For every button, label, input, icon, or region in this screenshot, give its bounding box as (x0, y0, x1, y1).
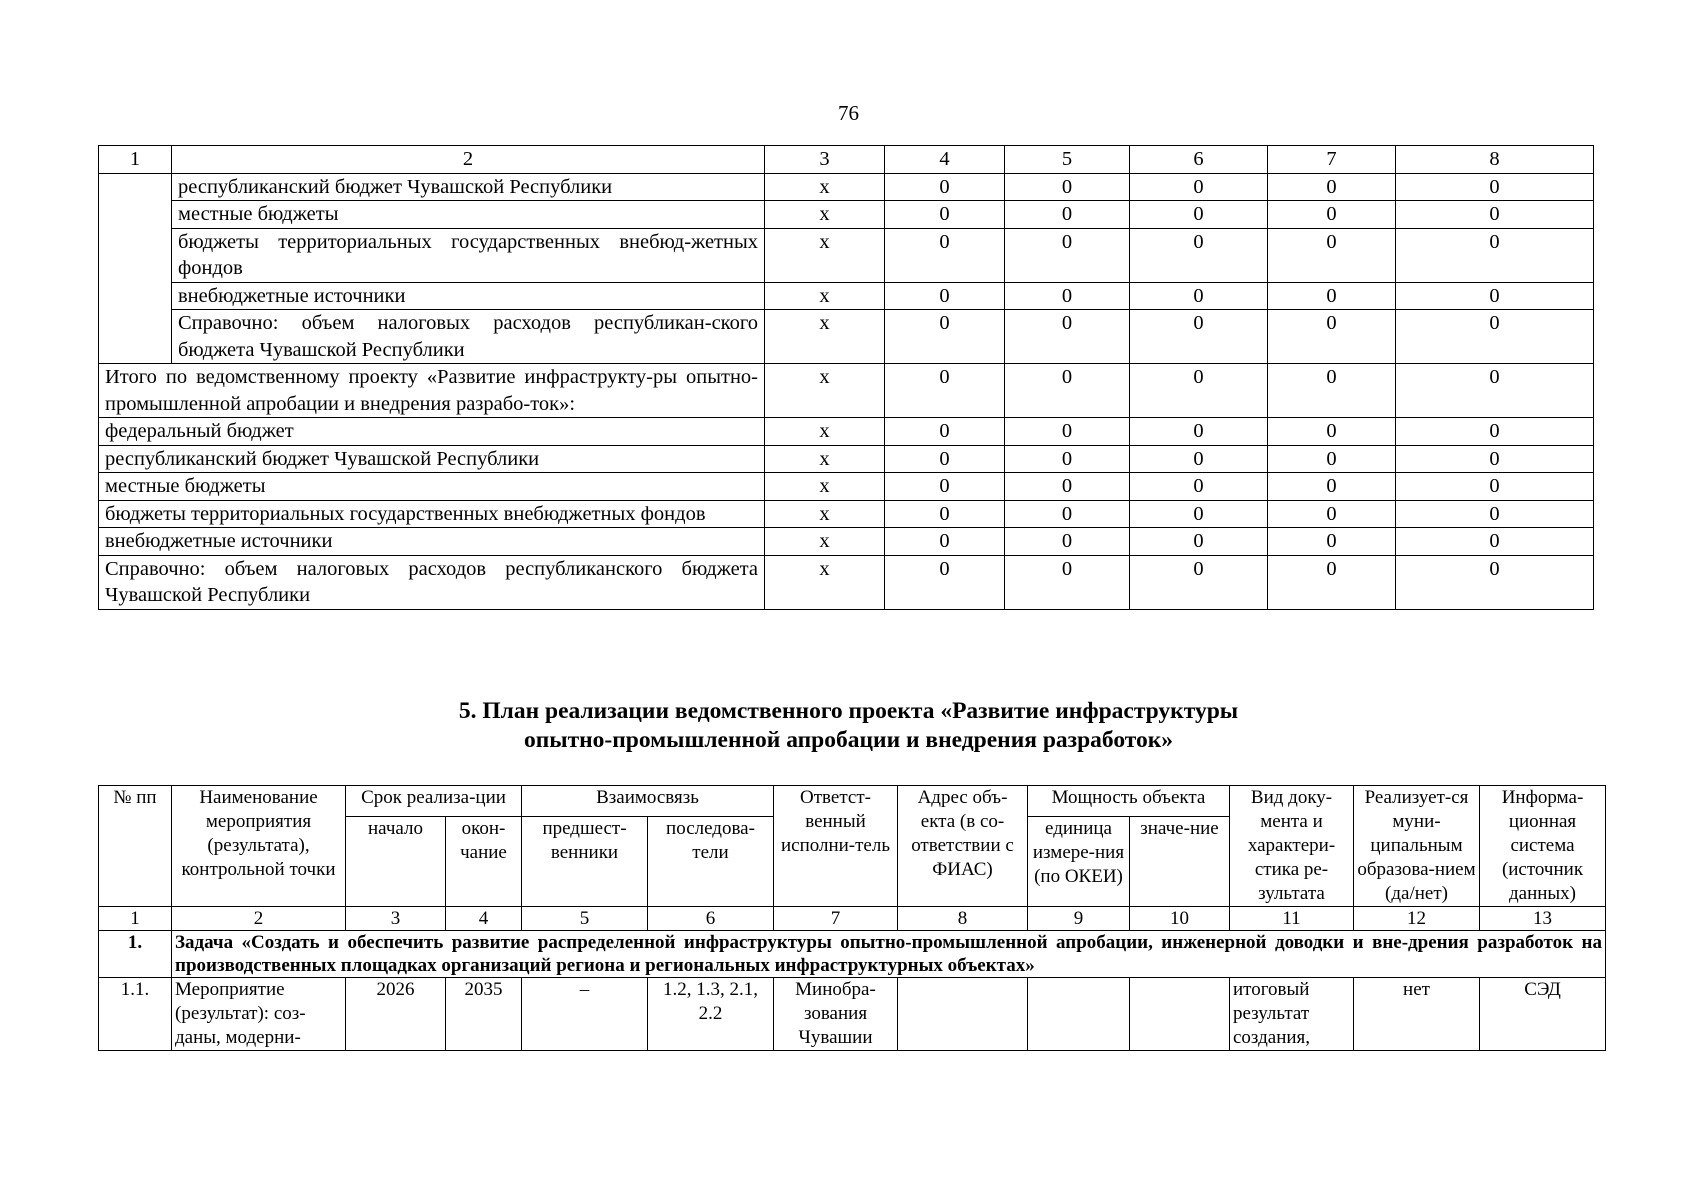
section-title (0, 697, 1697, 755)
cell-value: 0 (1130, 201, 1268, 229)
cell-value: 0 (1005, 500, 1130, 528)
cell-value: 0 (1130, 364, 1268, 418)
cell-value: 0 (1005, 228, 1130, 282)
header-name: Наименование мероприятия (результата), контрольной точки (172, 786, 346, 907)
cell-value: 0 (1005, 445, 1130, 473)
cell-value: x (765, 500, 885, 528)
cell-value: 0 (885, 173, 1005, 201)
row-next: 1.2, 1.3, 2.1, 2.2 (648, 978, 774, 1051)
page-number: 76 (838, 101, 859, 125)
cell-value: 0 (885, 310, 1005, 364)
implementation-plan-table (98, 785, 1606, 1051)
cell-value: 0 (1268, 418, 1396, 446)
row-end: 2035 (446, 978, 522, 1051)
cell-value: 0 (1268, 555, 1396, 609)
cell-value: 0 (1005, 473, 1130, 501)
table-row (99, 500, 1594, 528)
cell-value: 0 (1268, 228, 1396, 282)
row-municipal: нет (1354, 978, 1480, 1051)
cell-value: 0 (1268, 500, 1396, 528)
implementation-plan-body (99, 786, 1606, 1051)
col-index: 3 (346, 907, 446, 931)
col-index: 7 (1268, 146, 1396, 174)
row-address (898, 978, 1028, 1051)
cell-value: 0 (1268, 364, 1396, 418)
funding-table (98, 145, 1594, 610)
cell-value: 0 (1396, 473, 1594, 501)
table-row (99, 228, 1594, 282)
row-label: внебюджетные источники (172, 282, 765, 310)
cell-value: 0 (1396, 364, 1594, 418)
header-link: Взаимосвязь (522, 786, 774, 817)
cell-value: 0 (1005, 555, 1130, 609)
cell-value: x (765, 473, 885, 501)
col-index: 11 (1230, 907, 1354, 931)
cell-value: 0 (1268, 473, 1396, 501)
table-row (99, 173, 1594, 201)
section-title-line: 5. План реализации ведомственного проекта «Развитие инфраструктуры (458, 698, 1239, 724)
row-label: Справочно: объем налоговых расходов республиканского бюджета Чувашской Республики (99, 555, 765, 609)
row-label: бюджеты территориальных государственных внебюд-жетных фондов (172, 228, 765, 282)
row-label: внебюджетные источники (99, 528, 765, 556)
header-document: Вид доку-мента и характери-стика ре-зультата (1230, 786, 1354, 907)
cell-value: 0 (885, 528, 1005, 556)
row-unit (1028, 978, 1130, 1051)
cell-value: 0 (1396, 310, 1594, 364)
table-row (99, 364, 1594, 418)
header-link-prev: предшест-венники (522, 816, 648, 906)
table-row (99, 528, 1594, 556)
col-index: 2 (172, 146, 765, 174)
cell-value: 0 (1130, 282, 1268, 310)
cell-value: 0 (1005, 528, 1130, 556)
cell-value: 0 (1130, 528, 1268, 556)
col-index: 6 (1130, 146, 1268, 174)
row-label: федеральный бюджет (99, 418, 765, 446)
col-index: 10 (1130, 907, 1230, 931)
cell-value: 0 (1268, 445, 1396, 473)
row-label: Справочно: объем налоговых расходов республикан-ского бюджета Чувашской Республики (172, 310, 765, 364)
cell-value: x (765, 364, 885, 418)
table-row (99, 978, 1606, 1051)
row-label: республиканский бюджет Чувашской Республики (172, 173, 765, 201)
header-term: Срок реализа-ции (346, 786, 522, 817)
cell-value: 0 (1130, 555, 1268, 609)
cell-value: 0 (1005, 418, 1130, 446)
col-index: 1 (99, 907, 172, 931)
cell-value: 0 (1268, 282, 1396, 310)
col-index: 2 (172, 907, 346, 931)
section-title-line: опытно-промышленной апробации и внедрения разработок» (523, 727, 1174, 753)
cell-value: 0 (1005, 310, 1130, 364)
row-label: местные бюджеты (99, 473, 765, 501)
header-power-value: значе-ние (1130, 816, 1230, 906)
cell-value: 0 (885, 500, 1005, 528)
row-label: местные бюджеты (172, 201, 765, 229)
row-prev: – (522, 978, 648, 1051)
cell-value: x (765, 528, 885, 556)
row-document: итоговый результат создания, (1230, 978, 1354, 1051)
cell-value: 0 (1268, 528, 1396, 556)
cell-value: 0 (885, 228, 1005, 282)
index-row (99, 907, 1606, 931)
cell-value: 0 (1005, 201, 1130, 229)
header-power: Мощность объекта (1028, 786, 1230, 817)
table-row (99, 555, 1594, 609)
row-name: Мероприятие (результат): соз-даны, модерни- (172, 978, 346, 1051)
cell-value: x (765, 418, 885, 446)
cell-value: 0 (1130, 173, 1268, 201)
cell-value: x (765, 555, 885, 609)
cell-value: 0 (1396, 528, 1594, 556)
header-info-system: Информа-ционная система (источник данных) (1480, 786, 1606, 907)
row-info-system: СЭД (1480, 978, 1606, 1051)
col-index: 13 (1480, 907, 1606, 931)
funding-table-body (99, 146, 1594, 610)
col-index: 3 (765, 146, 885, 174)
row-start: 2026 (346, 978, 446, 1051)
row-label: республиканский бюджет Чувашской Республики (99, 445, 765, 473)
cell-value: 0 (1130, 445, 1268, 473)
col-index: 5 (1005, 146, 1130, 174)
empty-cell (99, 173, 172, 364)
cell-value: 0 (1005, 364, 1130, 418)
cell-value: 0 (1396, 228, 1594, 282)
cell-value: 0 (1396, 445, 1594, 473)
header-power-unit: единица измере-ния (по ОКЕИ) (1028, 816, 1130, 906)
cell-value: 0 (1268, 201, 1396, 229)
task-num: 1. (99, 931, 172, 978)
cell-value: 0 (1130, 418, 1268, 446)
header-term-start: начало (346, 816, 446, 906)
row-label: Итого по ведомственному проекту «Развитие инфраструкту-ры опытно-промышленной апробации и внедрения разрабо-ток»: (99, 364, 765, 418)
cell-value: 0 (1130, 310, 1268, 364)
col-index: 8 (898, 907, 1028, 931)
header-responsible: Ответст-венный исполни-тель (774, 786, 898, 907)
cell-value: 0 (885, 555, 1005, 609)
col-index: 6 (648, 907, 774, 931)
header-municipal: Реализует-ся муни-ципальным образова-нием (да/нет) (1354, 786, 1480, 907)
table-row (99, 418, 1594, 446)
table-row (99, 282, 1594, 310)
cell-value: 0 (1396, 418, 1594, 446)
col-index: 8 (1396, 146, 1594, 174)
cell-value: 0 (1396, 201, 1594, 229)
cell-value: 0 (885, 473, 1005, 501)
row-num: 1.1. (99, 978, 172, 1051)
cell-value: 0 (885, 282, 1005, 310)
table-row (99, 445, 1594, 473)
header-term-end: окон-чание (446, 816, 522, 906)
col-index: 4 (885, 146, 1005, 174)
header-row (99, 786, 1606, 817)
task-row (99, 931, 1606, 978)
col-index: 9 (1028, 907, 1130, 931)
col-index: 7 (774, 907, 898, 931)
cell-value: 0 (1396, 500, 1594, 528)
cell-value: 0 (885, 418, 1005, 446)
row-responsible: Минобра-зования Чувашии (774, 978, 898, 1051)
col-index: 5 (522, 907, 648, 931)
cell-value: 0 (1130, 228, 1268, 282)
task-text: Задача «Создать и обеспечить развитие распределенной инфраструктуры опытно-промышленной апробации, инженерной доводки и вне-дрения разработок на производственных площадках организаций региона и региональных инфраструктурных объектах» (172, 931, 1606, 978)
cell-value: x (765, 282, 885, 310)
cell-value: x (765, 228, 885, 282)
cell-value: 0 (885, 364, 1005, 418)
row-value (1130, 978, 1230, 1051)
table-row (99, 473, 1594, 501)
cell-value: x (765, 173, 885, 201)
cell-value: 0 (1396, 173, 1594, 201)
cell-value: 0 (1005, 282, 1130, 310)
cell-value: 0 (1268, 310, 1396, 364)
cell-value: 0 (1130, 473, 1268, 501)
header-num: № пп (99, 786, 172, 907)
col-index: 12 (1354, 907, 1480, 931)
cell-value: 0 (885, 201, 1005, 229)
cell-value: 0 (1130, 500, 1268, 528)
header-address: Адрес объ-екта (в со-ответствии с ФИАС) (898, 786, 1028, 907)
cell-value: 0 (1396, 555, 1594, 609)
cell-value: x (765, 201, 885, 229)
funding-table-header-row (99, 146, 1594, 174)
cell-value: x (765, 310, 885, 364)
table-row (99, 201, 1594, 229)
cell-value: 0 (1396, 282, 1594, 310)
header-link-next: последова-тели (648, 816, 774, 906)
cell-value: x (765, 445, 885, 473)
table-row (99, 310, 1594, 364)
row-label: бюджеты территориальных государственных внебюджетных фондов (99, 500, 765, 528)
col-index: 1 (99, 146, 172, 174)
cell-value: 0 (1005, 173, 1130, 201)
cell-value: 0 (1268, 173, 1396, 201)
cell-value: 0 (885, 445, 1005, 473)
col-index: 4 (446, 907, 522, 931)
